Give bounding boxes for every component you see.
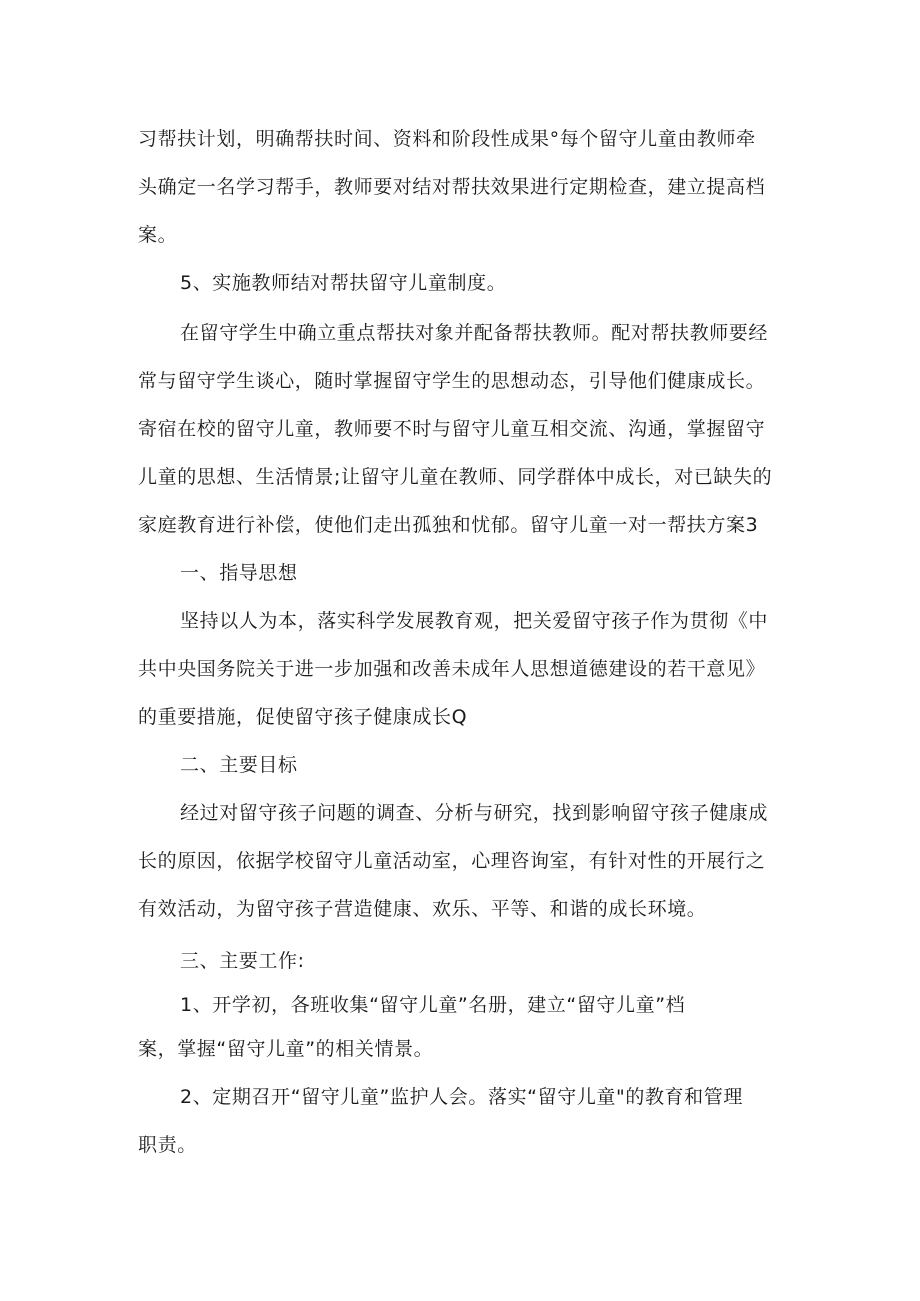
section-heading-1: 一、指导思想 <box>180 562 298 584</box>
list-item-2: 2、定期召开“留守儿童”监护人会。落实“留守儿童"的教育和管理 <box>180 1086 743 1108</box>
text-line: 经过对留守孩子问题的调查、分析与研究，找到影响留守孩子健康成 <box>180 802 769 824</box>
text-line: 职责。 <box>138 1134 197 1156</box>
text-line: 的重要措施，促使留守孩子健康成长Q <box>138 706 468 728</box>
text-line: 案，掌握“留守儿童”的相关情景。 <box>138 1038 434 1060</box>
section-heading-2: 二、主要目标 <box>180 754 298 776</box>
text-line: 案。 <box>138 224 178 246</box>
text-line: 在留守学生中确立重点帮扶对象并配备帮扶教师。配对帮扶教师要经 <box>180 322 769 344</box>
section-item-5: 5、实施教师结对帮扶留守儿童制度。 <box>180 272 507 294</box>
text-line: 习帮扶计划，明确帮扶时间、资料和阶段性成果°每个留守儿童由教师牵 <box>138 128 756 150</box>
list-item-1: 1、开学初，各班收集“留守儿童”名册，建立“留守儿童”档 <box>180 994 686 1016</box>
section-heading-3: 三、主要工作: <box>180 950 305 972</box>
text-line: 寄宿在校的留守儿童，教师要不时与留守儿童互相交流、沟通，掌握留守 <box>138 418 766 440</box>
text-line: 共中央国务院关于进一步加强和改善未成年人思想道德建设的若干意见》 <box>138 658 766 680</box>
text-line: 有效活动，为留守孩子营造健康、欢乐、平等、和谐的成长环境。 <box>138 898 707 920</box>
text-line: 家庭教育进行补偿，使他们走出孤独和忧郁。留守儿童一对一帮扶方案3 <box>138 514 759 536</box>
text-line: 儿童的思想、生活情景;让留守儿童在教师、同学群体中成长，对已缺失的 <box>138 466 773 488</box>
text-line: 头确定一名学习帮手，教师要对结对帮扶效果进行定期检查，建立提高档 <box>138 176 766 198</box>
text-line: 坚持以人为本，落实科学发展教育观，把关爱留守孩子作为贯彻《中 <box>180 610 769 632</box>
text-line: 长的原因，依据学校留守儿童活动室，心理咨询室，有针对性的开展行之 <box>138 850 766 872</box>
text-line: 常与留守学生谈心，随时掌握留守学生的思想动态，引导他们健康成长。 <box>138 370 766 392</box>
